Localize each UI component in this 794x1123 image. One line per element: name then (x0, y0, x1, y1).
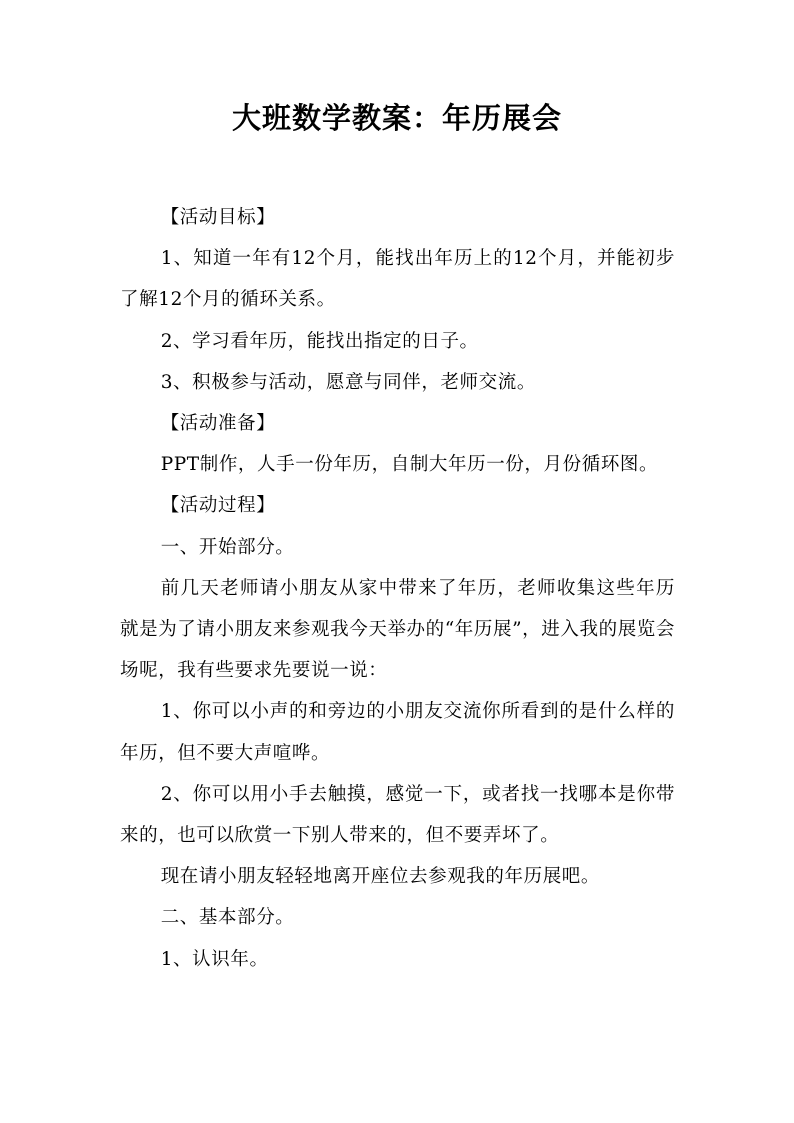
section-heading-preparation: 【活动准备】 (160, 413, 276, 435)
paragraph-rule-1: 1、你可以小声的和旁边的小朋友交流你所看到的是什么样的年历，但不要大声喧哗。 (120, 701, 675, 764)
document-body (120, 197, 675, 980)
paragraph-part-basic: 二、基本部分。 (160, 907, 295, 929)
paragraph-intro: 前几天老师请小朋友从家中带来了年历，老师收集这些年历就是为了请小朋友来参观我今天举办的“年历展”，进入我的展览会场呢，我有些要求先要说一说： (120, 577, 675, 682)
paragraph-goal-1: 1、知道一年有12个月，能找出年历上的12个月，并能初步了解12个月的循环关系。 (120, 248, 675, 311)
paragraph-recognize-year: 1、认识年。 (160, 948, 269, 970)
section-heading-goals: 【活动目标】 (160, 207, 276, 228)
paragraph-part-start: 一、开始部分。 (160, 536, 295, 558)
paragraph-rule-2: 2、你可以用小手去触摸，感觉一下，或者找一找哪本是你带来的，也可以欣赏一下别人带来的，但不要弄坏了。 (120, 783, 675, 847)
document-title: 大班数学教案：年历展会 (231, 101, 562, 135)
section-heading-process: 【活动过程】 (160, 495, 276, 517)
paragraph-goal-3: 3、积极参与活动，愿意与同伴，老师交流。 (160, 371, 536, 393)
paragraph-goal-2: 2、学习看年历，能找出指定的日子。 (160, 330, 479, 352)
paragraph-preparation: PPT制作，人手一份年历，自制大年历一份，月份循环图。 (160, 454, 659, 476)
paragraph-visit: 现在请小朋友轻轻地离开座位去参观我的年历展吧。 (160, 866, 600, 888)
